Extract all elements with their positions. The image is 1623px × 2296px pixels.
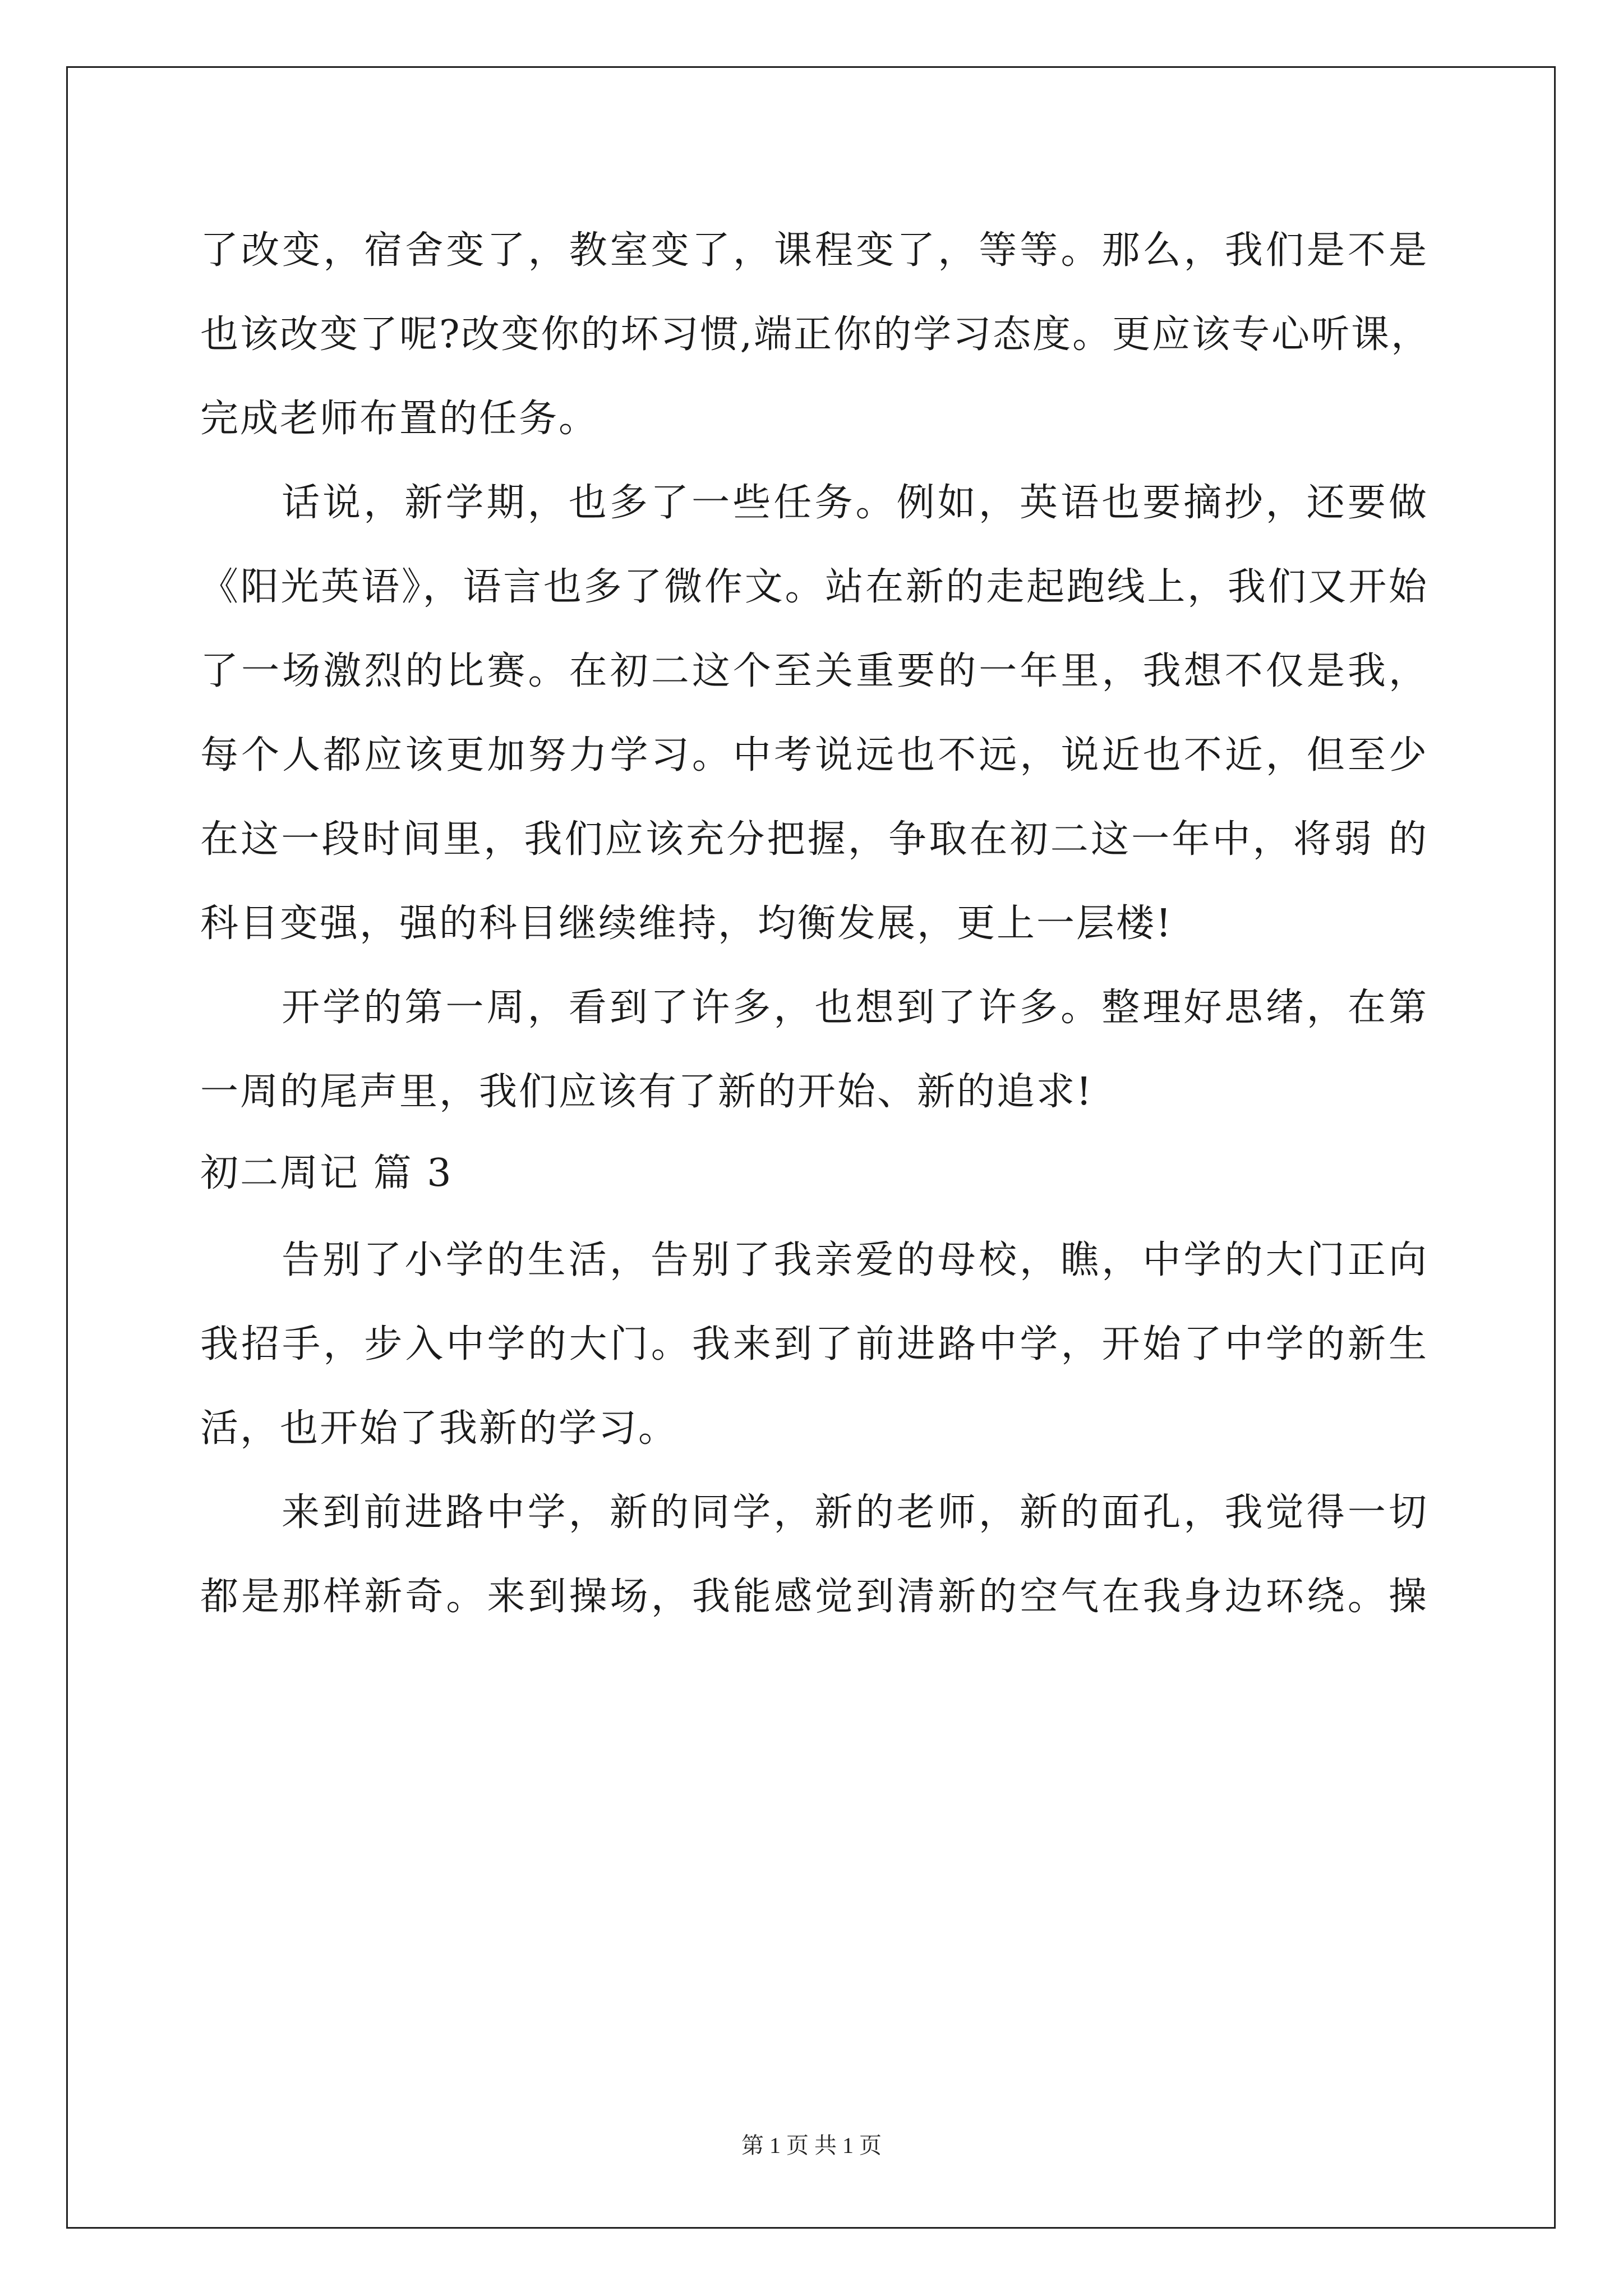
text-line: 也该改变了呢?改变你的坏习惯,端正你的学习态度。更应该专心听课， [200,312,1431,357]
text-line: 活，也开始了我新的学习。 [200,1406,679,1451]
text-line: 我招手，步入中学的大门。我来到了前进路中学，开始了中学的新生 [200,1322,1428,1366]
text-line: 科目变强，强的科目继续维持，均衡发展，更上一层楼! [200,901,1173,946]
text-line: 都是那样新奇。来到操场，我能感觉到清新的空气在我身边环绕。操 [200,1575,1428,1619]
paragraph-first-line: 来到前进路中学，新的同学，新的老师，新的面孔，我觉得一切 [282,1490,1428,1535]
page-number-footer: 第 1 页 共 1 页 [741,2133,882,2158]
text-line: 《阳光英语》，语言也多了微作文。站在新的走起跑线上，我们又开始 [200,565,1428,609]
paragraph-first-line: 话说，新学期，也多了一些任务。例如，英语也要摘抄，还要做 [282,481,1428,525]
text-line: 一周的尾声里，我们应该有了新的开始、新的追求! [200,1070,1094,1114]
document-body [200,209,1431,1639]
section-heading: 初二周记 篇 3 [200,1151,453,1195]
text-line: 了一场激烈的比赛。在初二这个至关重要的一年里，我想不仅是我， [200,649,1428,693]
text-line: 完成老师布置的任务。 [200,397,599,441]
text-line: 在这一段时间里，我们应该充分把握，争取在初二这一年中，将弱 的 [200,817,1428,862]
text-line: 了改变，宿舍变了，教室变了，课程变了，等等。那么，我们是不是 [200,228,1428,273]
paragraph-first-line: 告别了小学的生活，告别了我亲爱的母校，瞧，中学的大门正向 [282,1238,1428,1282]
paragraph-first-line: 开学的第一周，看到了许多，也想到了许多。整理好思绪，在第 [282,986,1428,1030]
text-line: 每个人都应该更加努力学习。中考说远也不远，说近也不近，但至少 [200,733,1428,777]
